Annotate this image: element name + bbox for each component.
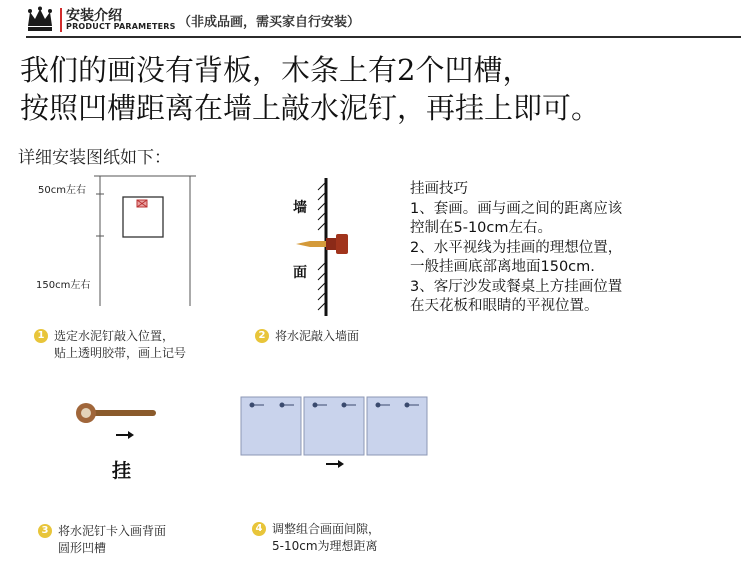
step-3-caption (38, 523, 166, 557)
tips-line: 控制在5-10cm左右。 (410, 220, 553, 236)
surface-label: 面 (293, 265, 307, 281)
step-1-line-1: 选定水泥钉敲入位置， (54, 329, 175, 343)
step-4-line-2: 5-10cm为理想距离 (272, 539, 378, 553)
tips-line: 2、水平视线为挂画的理想位置， (410, 239, 623, 256)
header-subtitle: PRODUCT PARAMETERS (66, 22, 176, 31)
tips-line: 在天花板和眼睛的平视位置。 (410, 298, 599, 314)
step-3-badge: 3 (38, 524, 52, 538)
header-divider (26, 36, 741, 38)
headline-line-2: 按照凹槽距离在墙上敲水泥钉，再挂上即可。 (20, 91, 601, 125)
step-2-line-1: 将水泥敲入墙面 (275, 329, 360, 343)
step-1-caption (34, 328, 186, 362)
step-3-line-1: 将水泥钉卡入画背面 (58, 524, 167, 538)
intro-text: 详细安装图纸如下： (18, 148, 171, 168)
step-3-line-2: 圆形凹槽 (58, 541, 107, 555)
headline-line-1: 我们的画没有背板，木条上有2个凹槽， (20, 53, 532, 87)
hanging-tips (410, 180, 710, 317)
diagram-nail-groove (70, 398, 165, 448)
step-2-caption (255, 328, 359, 345)
dimension-label-bottom: 150cm左右 (36, 280, 91, 291)
step-4-line-1: 调整组合画面间隙， (272, 522, 381, 536)
step-1-badge: 1 (34, 329, 48, 343)
crown-icon (26, 6, 54, 32)
wall-label: 墙 (293, 200, 307, 216)
diagram-wall-nail (290, 172, 370, 322)
header-title: 安装介绍 (66, 8, 122, 24)
step-4-caption (252, 521, 380, 555)
dimension-label-top: 50cm左右 (38, 185, 86, 196)
diagram-panel-spacing (240, 395, 430, 475)
tips-line: 一般挂画底部离地面150cm. (410, 259, 595, 275)
step-2-badge: 2 (255, 329, 269, 343)
diagram-wall-layout (90, 172, 200, 312)
tips-line: 3、客厅沙发或餐桌上方挂画位置 (410, 278, 623, 295)
header-note: （非成品画，需买家自行安装） (178, 15, 361, 30)
step-1-line-2: 贴上透明胶带，画上记号 (54, 346, 187, 360)
tips-line: 1、套画。画与画之间的距离应该 (410, 200, 623, 217)
header-accent-line (60, 8, 62, 32)
hang-label: 挂 (112, 460, 132, 482)
step-4-badge: 4 (252, 522, 266, 536)
tips-title: 挂画技巧 (410, 181, 468, 197)
